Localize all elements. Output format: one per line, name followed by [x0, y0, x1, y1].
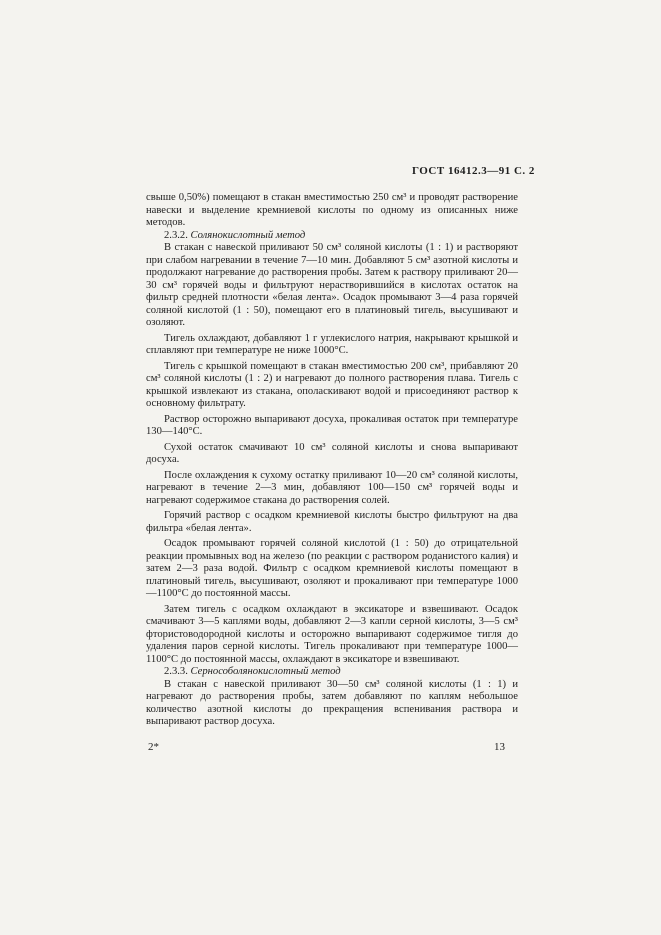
paragraph: После охлаждения к сухому остатку приливают 10—20 см³ соляной кислоты, нагревают в течение 2—3 мин, добавляют 100—150 см³ горячей воды и нагревают содержимое стакана до растворения солей.: [146, 469, 518, 506]
paragraph: Тигель с крышкой помещают в стакан вместимостью 200 см³, прибавляют 20 см³ соляной кислоты (1 : 2) и нагревают до полного растворения плава. Тигель с крышкой извлекают из стакана, ополаскивают водой и присоединяют раствор к основному фильтрату.: [146, 360, 518, 409]
paragraph: Тигель охлаждают, добавляют 1 г углекислого натрия, накрывают крышкой и сплавляют при температуре не ниже 1000°С.: [146, 332, 518, 356]
section-title: Солянокислотный метод: [190, 229, 306, 241]
paragraph: Осадок промывают горячей соляной кислотой (1 : 50) до отрицательной реакции промывных вод на железо (по реакции с раствором роданистого калия) и затем 2—3 раза водой. Фильтр с осадком кремниевой кислоты помещают в платиновый тигель, высушивают, озоляют и прокаливают при температуре 1000—1100°С до постоянной массы.: [146, 538, 518, 599]
paragraph: Сухой остаток смачивают 10 см³ соляной кислоты и снова выпаривают досуха.: [146, 441, 518, 465]
section-number: 2.3.3.: [164, 666, 188, 677]
paragraph: Раствор осторожно выпаривают досуха, прокаливая остаток при температуре 130—140°С.: [146, 413, 518, 437]
paragraph: Затем тигель с осадком охлаждают в эксикаторе и взвешивают. Осадок смачивают 3—5 каплями воды, добавляют 2—3 капли серной кислоты, 3—5 см³ фтористоводородной кислоты и осторожно выпаривают содержимое тигля до удаления паров серной кислоты. Тигель прокаливают при температуре 1000—1100°С до постоянной массы, охлаждают в эксикаторе и взвешивают.: [146, 603, 518, 665]
paragraph: В стакан с навеской приливают 30—50 см³ соляной кислоты (1 : 1) и нагревают до растворения пробы, затем добавляют по каплям небольшое количество азотной кислоты до прекращения вспенивания раствора и выпаривают раствор досуха.: [146, 678, 518, 727]
paragraph: свыше 0,50%) помещают в стакан вместимостью 250 см³ и проводят растворение навески и выделение кремниевой кислоты по одному из описанных ниже методов.: [146, 192, 518, 228]
section-heading: [146, 230, 518, 243]
section-number: 2.3.2.: [164, 229, 188, 241]
page-number: 13: [494, 741, 505, 753]
paragraph: Горячий раствор с осадком кремниевой кислоты быстро фильтруют на два фильтра «белая лента».: [146, 510, 518, 534]
paragraph: В стакан с навеской приливают 50 см³ соляной кислоты (1 : 1) и растворяют при слабом нагревании в течение 7—10 мин. Добавляют 5 см³ азотной кислоты и продолжают нагревание до растворения пробы. Затем к раствору приливают 20—30 см³ горячей воды и фильтруют нерастворившийся в кислотах остаток на фильтр средней плотности «белая лента». Осадок промывают 3—4 раза горячей соляной кислотой (1 : 50), помещают его в платиновый тигель, высушивают и озоляют.: [146, 242, 518, 328]
footer-signature: 2*: [148, 741, 159, 753]
section-title: Сернособолянокислотный метод: [190, 666, 341, 677]
document-body: [146, 192, 518, 729]
section-heading: [146, 666, 518, 679]
page-header: ГОСТ 16412.3—91 С. 2: [412, 165, 535, 177]
